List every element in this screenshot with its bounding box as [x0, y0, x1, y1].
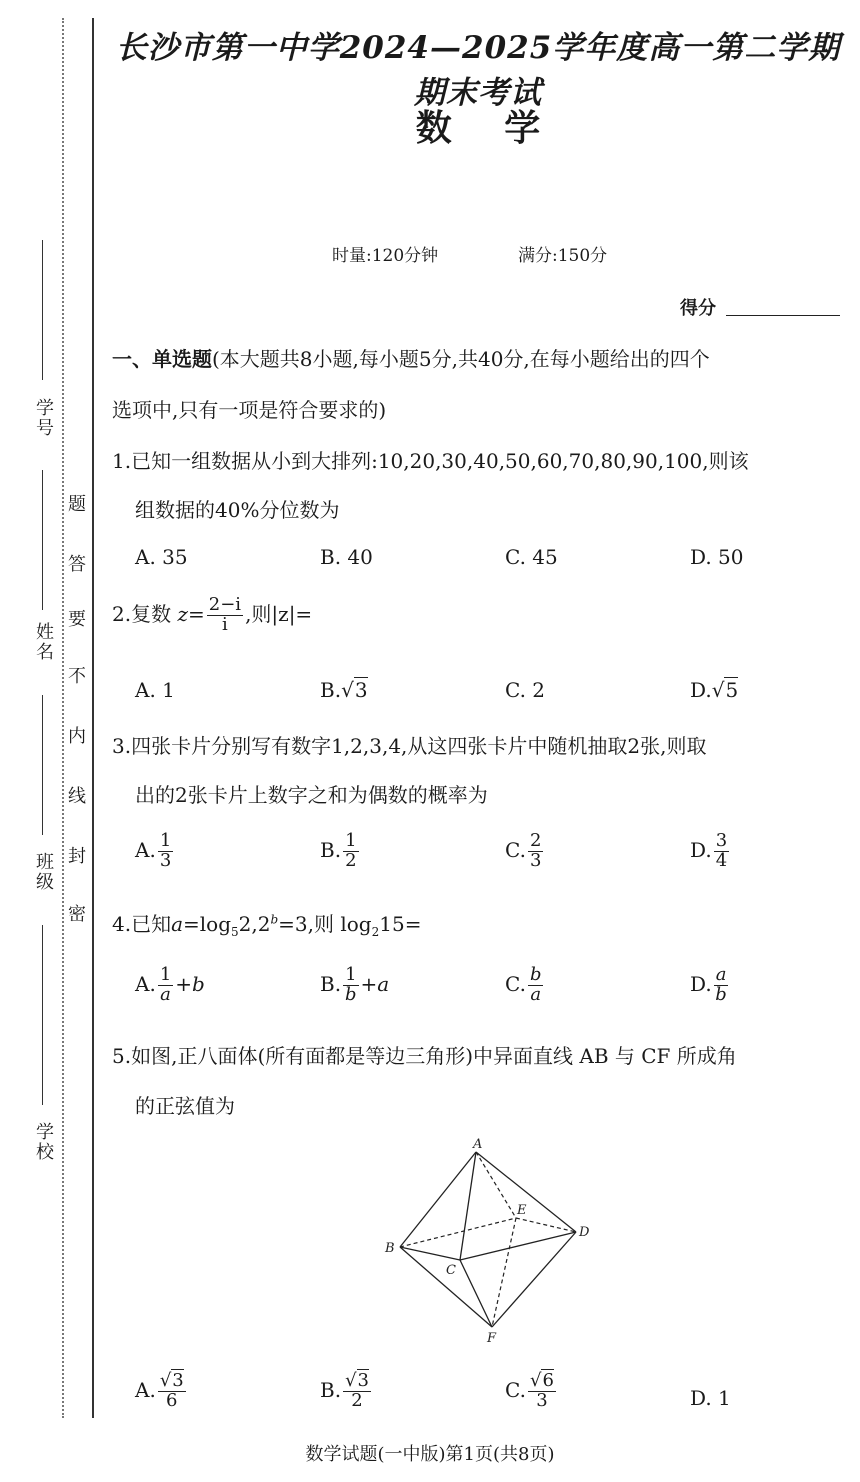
q4-text: 2,2: [238, 912, 271, 936]
q2-eq: =: [188, 601, 205, 626]
q2-den: i: [222, 613, 228, 635]
q1-option-b[interactable]: B. 40: [320, 545, 373, 569]
frac-den: a: [530, 983, 542, 1005]
q4-option-a-frac: [158, 966, 173, 1005]
frac-den: 4: [715, 849, 728, 871]
seal-char: 不: [68, 666, 86, 687]
q3-option-d[interactable]: [690, 832, 731, 871]
point-label-f: F: [487, 1331, 497, 1345]
q4-text: 15=: [379, 912, 422, 936]
point-label-e: E: [517, 1203, 527, 1218]
point-label-c: C: [446, 1263, 456, 1278]
q4-base: 2: [371, 925, 380, 939]
q5-option-c-label: C.: [505, 1377, 526, 1402]
frac-num: b: [529, 964, 542, 985]
student-id-blank[interactable]: [42, 240, 43, 380]
field-class: 班级: [33, 852, 54, 892]
q1-option-c[interactable]: C. 45: [505, 545, 558, 569]
q4-option-d[interactable]: [690, 966, 730, 1005]
field-school: 学校: [33, 1122, 54, 1162]
q5-option-c[interactable]: [505, 1372, 558, 1411]
section-desc: (本大题共8小题,每小题5分,共40分,在每小题给出的四个: [212, 347, 710, 371]
edge-bf: [400, 1247, 492, 1327]
q3-stem-2: 出的2张卡片上数字之和为偶数的概率为: [135, 783, 488, 807]
frac-den: 2: [351, 1389, 363, 1411]
q4-var-a: a: [171, 912, 184, 936]
seal-char: 答: [68, 554, 86, 575]
point-label-d: D: [579, 1225, 590, 1240]
frac-den: b: [715, 983, 727, 1005]
q5-option-a-frac: $\frac{√3}{6}$: [159, 1370, 184, 1411]
q4-option-c-label: C.: [505, 971, 526, 996]
q2-num: 2−i: [208, 594, 242, 615]
q5-stem-1: 5.如图,正八面体(所有面都是等边三角形)中异面直线 AB 与 CF 所成角: [112, 1044, 737, 1068]
point-label-a: A: [473, 1137, 483, 1152]
name-blank[interactable]: [42, 470, 43, 610]
q4-option-a-tail: +b: [175, 971, 205, 996]
frac-num: 1: [159, 830, 172, 851]
q5-stem-2: 的正弦值为: [135, 1094, 235, 1118]
point-label-b: B: [385, 1241, 395, 1256]
q3-option-a-frac: [158, 832, 173, 871]
seal-char: 要: [68, 609, 86, 630]
edge-bc: [400, 1247, 460, 1260]
q4-option-b-tail: +a: [360, 971, 390, 996]
q5-option-b-frac: $\frac{√3}{2}$: [345, 1370, 369, 1411]
q4-option-b[interactable]: [320, 966, 389, 1005]
q2-option-b-label: B.: [320, 678, 342, 702]
section-heading: 一、单选题: [112, 347, 212, 371]
q4-option-c[interactable]: [505, 966, 545, 1005]
q2-option-b-radicand: 3: [354, 678, 368, 702]
q5-option-b-label: B.: [320, 1377, 342, 1402]
q2-option-d-radicand: 5: [725, 678, 739, 702]
q4-text: 4.已知: [112, 912, 172, 936]
frac-den: b: [345, 983, 357, 1005]
page-footer: 数学试题(一中版)第1页(共8页): [305, 1444, 555, 1465]
q2-suffix: ,则|z|=: [245, 601, 313, 626]
q3-option-d-label: D.: [690, 837, 712, 862]
seal-char: 封: [68, 846, 86, 867]
time-limit: 时量:120分钟: [332, 246, 439, 266]
class-blank[interactable]: [42, 695, 43, 835]
q3-option-c[interactable]: [505, 832, 545, 871]
edge-cd: [460, 1232, 576, 1260]
exam-title: 长沙市第一中学2024—2025学年度高一第二学期期末考试: [115, 30, 841, 111]
q2-option-d-label: D.: [690, 678, 712, 702]
q2-option-d[interactable]: D.√5: [690, 678, 739, 702]
q4-text: =3,则 log: [278, 912, 372, 936]
frac-num: 1: [345, 830, 357, 851]
section-heading-line: [112, 343, 710, 372]
q2-prefix: 2.复数: [112, 601, 172, 626]
frac-radicand: 6: [542, 1370, 554, 1391]
q1-stem-2: 组数据的40%分位数为: [135, 498, 340, 522]
full-score: 满分:150分: [518, 246, 608, 266]
q4-option-d-frac: [714, 966, 729, 1005]
frac-den: 3: [159, 849, 172, 871]
q3-option-b[interactable]: [320, 832, 361, 871]
frac-num: a: [715, 964, 727, 985]
q3-option-b-frac: [343, 832, 358, 871]
q5-option-c-frac: $\frac{√6}{3}$: [529, 1370, 554, 1411]
q3-option-a-label: A.: [135, 837, 156, 862]
field-name: 姓名: [33, 622, 54, 662]
q1-option-a[interactable]: A. 35: [135, 545, 188, 569]
frac-num: 1: [159, 964, 172, 985]
score-label: 得分: [680, 298, 716, 319]
edge-cf: [460, 1260, 492, 1327]
q2-option-b[interactable]: B.√3: [320, 678, 368, 702]
frac-num: 2: [529, 830, 542, 851]
q4-option-d-label: D.: [690, 971, 712, 996]
q4-text: =log: [183, 912, 232, 936]
frac-radicand: 3: [357, 1370, 369, 1391]
binding-solid-line: [92, 18, 94, 1418]
frac-num: 3: [715, 830, 728, 851]
q5-option-d-value: 1: [718, 1386, 731, 1410]
field-student-id: 学号: [33, 398, 54, 438]
seal-char: 密: [68, 904, 86, 925]
q5-option-b[interactable]: [320, 1372, 373, 1411]
q5-option-d[interactable]: [690, 1386, 731, 1410]
frac-radicand: 3: [172, 1370, 184, 1391]
q2-option-a[interactable]: A. 1: [135, 678, 175, 702]
q4-option-b-label: B.: [320, 971, 342, 996]
q4-exp: b: [270, 912, 279, 927]
q4-base: 5: [231, 925, 239, 939]
q4-stem: [112, 908, 421, 939]
fold-dotted-line: [62, 18, 64, 1418]
q4-option-c-frac: [528, 966, 544, 1005]
q4-option-a-label: A.: [135, 971, 156, 996]
frac-den: a: [160, 983, 171, 1005]
q3-option-c-label: C.: [505, 837, 526, 862]
seal-char: 内: [68, 726, 86, 747]
q1-option-d[interactable]: D. 50: [690, 545, 744, 569]
q2-fraction: [207, 596, 243, 635]
score-blank[interactable]: [726, 315, 840, 316]
q3-stem-1: 3.四张卡片分别写有数字1,2,3,4,从这四张卡片中随机抽取2张,则取: [112, 734, 707, 758]
frac-den: 3: [529, 849, 542, 871]
q4-option-b-frac: [343, 966, 358, 1005]
q3-option-c-frac: [528, 832, 543, 871]
octahedron-figure: [380, 1130, 600, 1345]
school-blank[interactable]: [42, 925, 43, 1105]
edge-ae: [476, 1152, 516, 1218]
edge-be: [400, 1218, 516, 1247]
q3-option-a[interactable]: [135, 832, 175, 871]
q5-option-a[interactable]: [135, 1372, 188, 1411]
section-desc-2: 选项中,只有一项是符合要求的): [112, 398, 387, 422]
q2-stem: [112, 596, 312, 635]
edge-ef: [492, 1218, 516, 1327]
subject-title: 数 学: [415, 108, 541, 149]
edge-df: [492, 1232, 576, 1327]
q3-option-b-label: B.: [320, 837, 342, 862]
seal-char: 题: [68, 494, 86, 515]
q3-option-d-frac: [714, 832, 729, 871]
q2-option-c[interactable]: C. 2: [505, 678, 546, 702]
seal-char: 线: [68, 786, 86, 807]
frac-den: 6: [166, 1389, 178, 1411]
q5-option-d-label: D.: [690, 1386, 712, 1410]
frac-den: 3: [536, 1389, 548, 1411]
q5-option-a-label: A.: [135, 1377, 156, 1402]
q2-var: z: [177, 601, 188, 626]
frac-num: 1: [345, 964, 357, 985]
frac-den: 2: [345, 849, 357, 871]
q4-option-a[interactable]: [135, 966, 205, 1005]
q1-stem-1: 1.已知一组数据从小到大排列:10,20,30,40,50,60,70,80,90,100,则该: [112, 449, 749, 473]
